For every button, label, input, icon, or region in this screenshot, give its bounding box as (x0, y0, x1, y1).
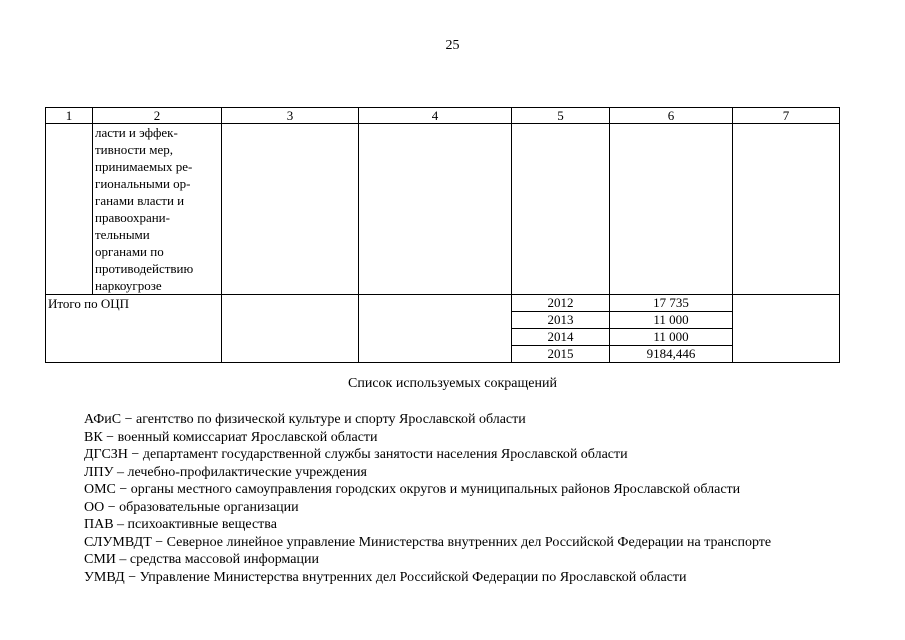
empty-cell (733, 295, 840, 363)
empty-cell (46, 124, 93, 295)
description-line: ласти и эффек- (95, 125, 178, 140)
column-header: 6 (610, 108, 733, 124)
column-header: 5 (512, 108, 610, 124)
empty-cell (610, 124, 733, 295)
empty-cell (733, 124, 840, 295)
empty-cell (222, 295, 359, 363)
abbreviation-item: ПАВ – психоактивные вещества (84, 517, 277, 532)
column-header: 2 (93, 108, 222, 124)
description-line: наркоугрозе (95, 278, 162, 293)
empty-cell (222, 124, 359, 295)
empty-cell (359, 124, 512, 295)
table-header-row (46, 108, 840, 124)
column-header: 3 (222, 108, 359, 124)
column-header: 1 (46, 108, 93, 124)
column-header: 4 (359, 108, 512, 124)
description-line: противодействию (95, 261, 194, 276)
description-line: тельными (95, 227, 150, 242)
abbreviation-item: ВК − военный комиссариат Ярославской области (84, 429, 378, 445)
abbreviation-item: ДГСЗН − департамент государственной службы занятости населения Ярославской области (84, 447, 628, 462)
abbreviations-title: Список используемых сокращений (348, 376, 557, 391)
program-table (45, 107, 840, 363)
abbreviation-item: СЛУМВДТ − Северное линейное управление Министерства внутренних дел Российской Федерации на транспорте (84, 534, 772, 550)
abbreviation-item: УМВД − Управление Министерства внутренних дел Российской Федерации по Ярославской области (84, 569, 687, 585)
description-line: гиональными ор- (95, 176, 191, 191)
abbreviations-list (84, 411, 771, 586)
amount-cell: 11 000 (610, 312, 733, 329)
amount-cell: 17 735 (610, 295, 733, 312)
abbreviation-item: ЛПУ – лечебно-профилактические учреждения (84, 464, 367, 480)
year-cell: 2015 (512, 346, 610, 363)
total-row (46, 295, 840, 312)
table-row-continued (46, 124, 840, 295)
measure-description-cell (93, 124, 222, 295)
empty-cell (359, 295, 512, 363)
description-line: правоохрани- (95, 210, 170, 225)
description-line: ганами власти и (95, 193, 185, 208)
description-line: принимаемых ре- (95, 159, 193, 174)
column-header: 7 (733, 108, 840, 124)
page-number: 25 (445, 38, 460, 53)
year-cell: 2013 (512, 312, 610, 329)
year-cell: 2012 (512, 295, 610, 312)
amount-cell: 9184,446 (610, 346, 733, 363)
total-label: Итого по ОЦП (46, 295, 222, 363)
abbreviation-item: ОО − образовательные организации (84, 499, 299, 515)
description-line: тивности мер, (95, 142, 173, 157)
abbreviation-item: СМИ – средства массовой информации (84, 552, 319, 567)
description-line: органами по (95, 244, 164, 259)
year-cell: 2014 (512, 329, 610, 346)
abbreviation-item: ОМС − органы местного самоуправления городских округов и муниципальных районов Ярославской области (84, 482, 741, 497)
amount-cell: 11 000 (610, 329, 733, 346)
empty-cell (512, 124, 610, 295)
abbreviation-item: АФиС − агентство по физической культуре и спорту Ярославской области (84, 412, 526, 427)
